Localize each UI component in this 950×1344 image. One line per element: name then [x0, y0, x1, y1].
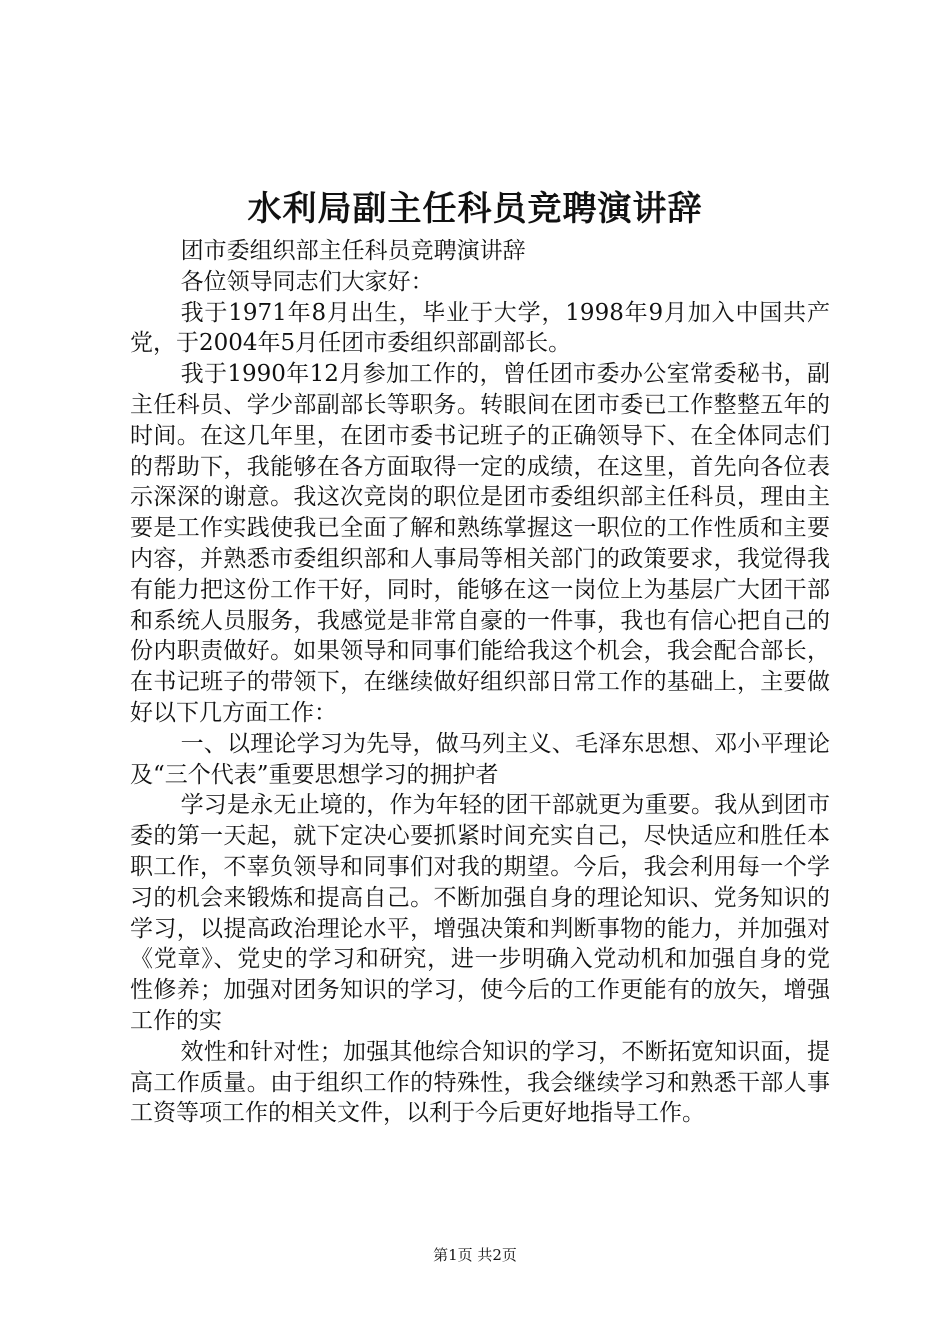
document-body — [130, 236, 830, 1129]
paragraph-greeting: 各位领导同志们大家好： — [180, 268, 434, 295]
paragraph-subtitle: 团市委组织部主任科员竞聘演讲辞 — [180, 238, 526, 264]
paragraph: 我于1990年12月参加工作的，曾任团市委办公室常委秘书，副主任科员、学少部副部长等职务。转眼间在团市委已工作整整五年的时间。在这几年里，在团市委书记班子的正确领导下、在全体同志们的帮助下，我能够在各方面取得一定的成绩，在这里，首先向各位表示深深的谢意。我这次竞岗的职位是团市委组织部主任科员，理由主要是工作实践使我已全面了解和熟练掌握这一职位的工作性质和主要内容，并熟悉市委组织部和人事局等相关部门的政策要求，我觉得我有能力把这份工作干好，同时，能够在这一岗位上为基层广大团干部和系统人员服务，我感觉是非常自豪的一件事，我也有信心把自己的份内职责做好。如果领导和同事们能给我这个机会，我会配合部长，在书记班子的带领下，在继续做好组织部日常工作的基础上，主要做好以下几方面工作： — [130, 361, 830, 726]
paragraph-heading: 一、以理论学习为先导，做马列主义、毛泽东思想、邓小平理论及“三个代表”重要思想学习的拥护者 — [130, 730, 830, 788]
page-footer: 第1页 共2页 — [433, 1246, 517, 1264]
page-title: 水利局副主任科员竞聘演讲辞 — [247, 189, 703, 229]
paragraph: 我于1971年8月出生，毕业于大学，1998年9月加入中国共产党，于2004年5月任团市委组织部副部长。 — [130, 299, 830, 357]
paragraph: 效性和针对性；加强其他综合知识的学习，不断拓宽知识面，提高工作质量。由于组织工作的特殊性，我会继续学习和熟悉干部人事工资等项工作的相关文件，以利于今后更好地指导工作。 — [130, 1038, 830, 1127]
paragraph: 学习是永无止境的，作为年轻的团干部就更为重要。我从到团市委的第一天起，就下定决心要抓紧时间充实自己，尽快适应和胜任本职工作，不辜负领导和同事们对我的期望。今后，我会利用每一个学习的机会来锻炼和提高自己。不断加强自身的理论知识、党务知识的学习，以提高政治理论水平，增强决策和判断事物的能力，并加强对《党章》、党史的学习和研究，进一步明确入党动机和加强自身的党性修养；加强对团务知识的学习，使今后的工作更能有的放矢，增强工作的实 — [130, 792, 830, 1034]
